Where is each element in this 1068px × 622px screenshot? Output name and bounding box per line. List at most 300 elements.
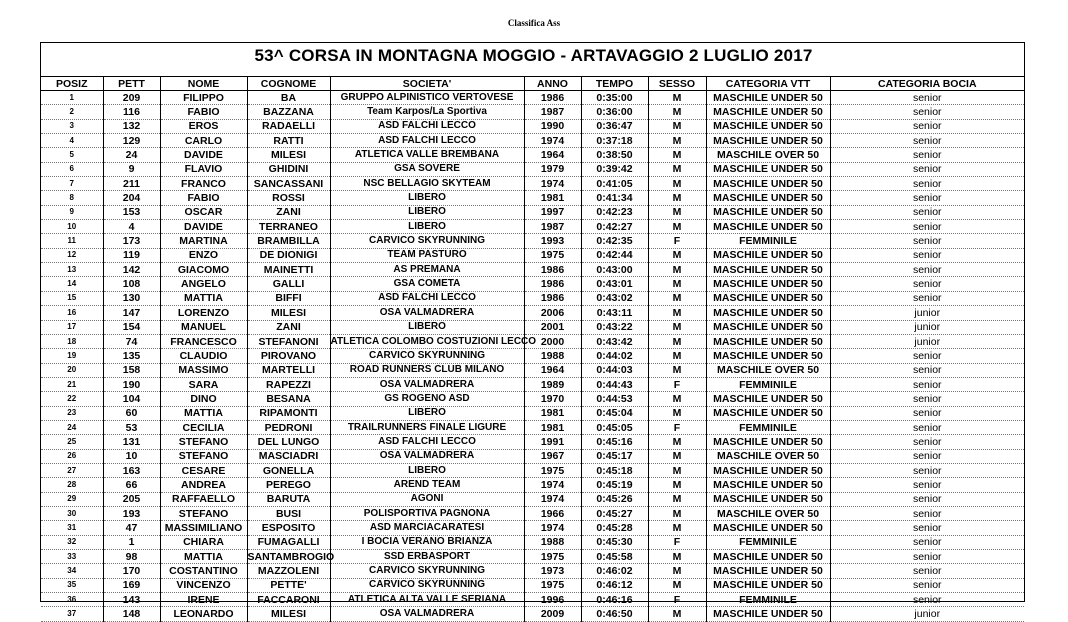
cell-nome: STEFANO xyxy=(160,506,247,520)
cell-cognome: GONELLA xyxy=(247,463,330,477)
cell-categoria-vtt: MASCHILE UNDER 50 xyxy=(706,277,830,291)
cell-posiz: 35 xyxy=(41,578,103,592)
cell-societa: ATLETICA VALLE BREMBANA xyxy=(330,148,524,162)
table-row xyxy=(41,105,1024,119)
table-row xyxy=(41,420,1024,434)
cell-nome: FABIO xyxy=(160,191,247,205)
cell-pett: 211 xyxy=(103,177,160,191)
cell-posiz: 28 xyxy=(41,478,103,492)
cell-categoria-vtt: MASCHILE UNDER 50 xyxy=(706,463,830,477)
cell-pett: 10 xyxy=(103,449,160,463)
table-row xyxy=(41,320,1024,334)
cell-posiz: 29 xyxy=(41,492,103,506)
cell-categoria-vtt: MASCHILE UNDER 50 xyxy=(706,248,830,262)
cell-societa: LIBERO xyxy=(330,220,524,234)
cell-categoria-bocia: senior xyxy=(830,392,1024,406)
table-row xyxy=(41,306,1024,320)
cell-categoria-vtt: FEMMINILE xyxy=(706,234,830,248)
column-header-categoria-bocia: CATEGORIA BOCIA xyxy=(830,77,1024,91)
cell-tempo: 0:45:28 xyxy=(581,521,648,535)
cell-pett: 193 xyxy=(103,506,160,520)
table-row xyxy=(41,492,1024,506)
cell-nome: MATTIA xyxy=(160,291,247,305)
cell-cognome: SANCASSANI xyxy=(247,177,330,191)
cell-anno: 1997 xyxy=(524,205,581,219)
cell-sesso: F xyxy=(648,420,706,434)
cell-nome: ANGELO xyxy=(160,277,247,291)
cell-anno: 1981 xyxy=(524,420,581,434)
cell-anno: 1986 xyxy=(524,91,581,105)
cell-posiz: 24 xyxy=(41,420,103,434)
cell-sesso: M xyxy=(648,220,706,234)
cell-sesso: M xyxy=(648,191,706,205)
cell-cognome: PETTE' xyxy=(247,578,330,592)
cell-societa: POLISPORTIVA PAGNONA xyxy=(330,506,524,520)
cell-societa: GRUPPO ALPINISTICO VERTOVESE xyxy=(330,91,524,105)
cell-anno: 1975 xyxy=(524,550,581,564)
cell-pett: 158 xyxy=(103,363,160,377)
cell-categoria-vtt: MASCHILE UNDER 50 xyxy=(706,134,830,148)
cell-tempo: 0:44:43 xyxy=(581,377,648,391)
cell-sesso: M xyxy=(648,578,706,592)
cell-categoria-bocia: senior xyxy=(830,91,1024,105)
cell-cognome: DE DIONIGI xyxy=(247,248,330,262)
table-row xyxy=(41,550,1024,564)
cell-nome: GIACOMO xyxy=(160,263,247,277)
cell-posiz: 25 xyxy=(41,435,103,449)
cell-cognome: PEDRONI xyxy=(247,420,330,434)
cell-nome: FLAVIO xyxy=(160,162,247,176)
cell-pett: 205 xyxy=(103,492,160,506)
cell-sesso: M xyxy=(648,521,706,535)
cell-cognome: BA xyxy=(247,91,330,105)
cell-pett: 143 xyxy=(103,593,160,607)
cell-cognome: GHIDINI xyxy=(247,162,330,176)
table-row xyxy=(41,91,1024,105)
cell-nome: DAVIDE xyxy=(160,220,247,234)
cell-anno: 1988 xyxy=(524,535,581,549)
cell-societa: ATLETICA ALTA VALLE SERIANA xyxy=(330,593,524,607)
cell-anno: 1975 xyxy=(524,578,581,592)
cell-anno: 1970 xyxy=(524,392,581,406)
cell-pett: 147 xyxy=(103,306,160,320)
cell-categoria-bocia: senior xyxy=(830,248,1024,262)
cell-categoria-vtt: MASCHILE UNDER 50 xyxy=(706,607,830,621)
cell-posiz: 8 xyxy=(41,191,103,205)
cell-societa: OSA VALMADRERA xyxy=(330,449,524,463)
cell-anno: 2006 xyxy=(524,306,581,320)
cell-posiz: 26 xyxy=(41,449,103,463)
cell-categoria-bocia: senior xyxy=(830,162,1024,176)
cell-anno: 1973 xyxy=(524,564,581,578)
cell-nome: SARA xyxy=(160,377,247,391)
cell-cognome: BIFFI xyxy=(247,291,330,305)
cell-categoria-bocia: senior xyxy=(830,148,1024,162)
cell-pett: 98 xyxy=(103,550,160,564)
cell-categoria-bocia: senior xyxy=(830,291,1024,305)
cell-categoria-vtt: MASCHILE UNDER 50 xyxy=(706,220,830,234)
cell-societa: ASD FALCHI LECCO xyxy=(330,134,524,148)
cell-tempo: 0:42:23 xyxy=(581,205,648,219)
cell-societa: ASD FALCHI LECCO xyxy=(330,435,524,449)
cell-tempo: 0:42:35 xyxy=(581,234,648,248)
cell-cognome: BRAMBILLA xyxy=(247,234,330,248)
table-row xyxy=(41,220,1024,234)
cell-nome: DAVIDE xyxy=(160,148,247,162)
cell-anno: 1991 xyxy=(524,435,581,449)
cell-pett: 148 xyxy=(103,607,160,621)
cell-pett: 74 xyxy=(103,334,160,348)
cell-categoria-vtt: MASCHILE OVER 50 xyxy=(706,363,830,377)
cell-cognome: MASCIADRI xyxy=(247,449,330,463)
cell-tempo: 0:35:00 xyxy=(581,91,648,105)
cell-tempo: 0:38:50 xyxy=(581,148,648,162)
table-row xyxy=(41,263,1024,277)
table-row xyxy=(41,607,1024,621)
table-row xyxy=(41,435,1024,449)
cell-sesso: F xyxy=(648,234,706,248)
cell-cognome: TERRANEO xyxy=(247,220,330,234)
cell-cognome: ROSSI xyxy=(247,191,330,205)
cell-anno: 1967 xyxy=(524,449,581,463)
table-row xyxy=(41,521,1024,535)
cell-sesso: M xyxy=(648,105,706,119)
cell-cognome: PEREGO xyxy=(247,478,330,492)
cell-tempo: 0:43:11 xyxy=(581,306,648,320)
table-row xyxy=(41,134,1024,148)
cell-anno: 1964 xyxy=(524,148,581,162)
cell-sesso: M xyxy=(648,506,706,520)
cell-categoria-bocia: junior xyxy=(830,306,1024,320)
cell-categoria-vtt: FEMMINILE xyxy=(706,593,830,607)
cell-cognome: BARUTA xyxy=(247,492,330,506)
cell-sesso: F xyxy=(648,593,706,607)
cell-categoria-vtt: MASCHILE UNDER 50 xyxy=(706,334,830,348)
cell-categoria-bocia: senior xyxy=(830,377,1024,391)
cell-sesso: M xyxy=(648,148,706,162)
cell-categoria-vtt: MASCHILE UNDER 50 xyxy=(706,105,830,119)
cell-sesso: M xyxy=(648,363,706,377)
results-body xyxy=(41,91,1024,622)
cell-categoria-vtt: MASCHILE UNDER 50 xyxy=(706,478,830,492)
cell-anno: 1993 xyxy=(524,234,581,248)
table-row xyxy=(41,478,1024,492)
cell-pett: 131 xyxy=(103,435,160,449)
table-row xyxy=(41,119,1024,133)
cell-tempo: 0:46:12 xyxy=(581,578,648,592)
cell-categoria-bocia: senior xyxy=(830,177,1024,191)
cell-posiz: 12 xyxy=(41,248,103,262)
cell-categoria-bocia: senior xyxy=(830,463,1024,477)
cell-tempo: 0:36:00 xyxy=(581,105,648,119)
cell-nome: MASSIMILIANO xyxy=(160,521,247,535)
cell-categoria-bocia: senior xyxy=(830,263,1024,277)
document-header: Classifica Ass xyxy=(507,18,561,28)
cell-tempo: 0:42:44 xyxy=(581,248,648,262)
cell-cognome: MILESI xyxy=(247,306,330,320)
cell-nome: CHIARA xyxy=(160,535,247,549)
cell-posiz: 18 xyxy=(41,334,103,348)
cell-sesso: M xyxy=(648,463,706,477)
cell-sesso: M xyxy=(648,564,706,578)
cell-nome: OSCAR xyxy=(160,205,247,219)
cell-anno: 1974 xyxy=(524,492,581,506)
cell-societa: OSA VALMADRERA xyxy=(330,306,524,320)
cell-posiz: 10 xyxy=(41,220,103,234)
cell-posiz: 15 xyxy=(41,291,103,305)
cell-nome: CARLO xyxy=(160,134,247,148)
cell-anno: 2009 xyxy=(524,607,581,621)
table-row xyxy=(41,191,1024,205)
cell-cognome: ESPOSITO xyxy=(247,521,330,535)
cell-societa: I BOCIA VERANO BRIANZA xyxy=(330,535,524,549)
cell-cognome: RIPAMONTI xyxy=(247,406,330,420)
cell-categoria-vtt: MASCHILE UNDER 50 xyxy=(706,492,830,506)
cell-societa: LIBERO xyxy=(330,320,524,334)
cell-posiz: 22 xyxy=(41,392,103,406)
cell-cognome: PIROVANO xyxy=(247,349,330,363)
cell-societa: CARVICO SKYRUNNING xyxy=(330,234,524,248)
cell-anno: 1975 xyxy=(524,248,581,262)
cell-anno: 1989 xyxy=(524,377,581,391)
cell-pett: 153 xyxy=(103,205,160,219)
cell-posiz: 34 xyxy=(41,564,103,578)
cell-tempo: 0:41:34 xyxy=(581,191,648,205)
cell-tempo: 0:45:18 xyxy=(581,463,648,477)
cell-tempo: 0:43:00 xyxy=(581,263,648,277)
cell-anno: 1987 xyxy=(524,220,581,234)
table-row xyxy=(41,593,1024,607)
table-row xyxy=(41,334,1024,348)
cell-cognome: ZANI xyxy=(247,205,330,219)
cell-sesso: M xyxy=(648,205,706,219)
cell-pett: 169 xyxy=(103,578,160,592)
cell-posiz: 3 xyxy=(41,119,103,133)
cell-tempo: 0:45:30 xyxy=(581,535,648,549)
cell-nome: RAFFAELLO xyxy=(160,492,247,506)
cell-pett: 1 xyxy=(103,535,160,549)
cell-nome: MANUEL xyxy=(160,320,247,334)
cell-posiz: 14 xyxy=(41,277,103,291)
column-header-societa: SOCIETA' xyxy=(330,77,524,91)
cell-tempo: 0:45:26 xyxy=(581,492,648,506)
cell-nome: DINO xyxy=(160,392,247,406)
cell-sesso: M xyxy=(648,550,706,564)
cell-cognome: STEFANONI xyxy=(247,334,330,348)
cell-posiz: 33 xyxy=(41,550,103,564)
cell-posiz: 1 xyxy=(41,91,103,105)
cell-anno: 1988 xyxy=(524,349,581,363)
cell-posiz: 13 xyxy=(41,263,103,277)
cell-categoria-vtt: FEMMINILE xyxy=(706,377,830,391)
column-header-anno: ANNO xyxy=(524,77,581,91)
cell-nome: MATTIA xyxy=(160,406,247,420)
cell-sesso: M xyxy=(648,91,706,105)
cell-posiz: 11 xyxy=(41,234,103,248)
table-row xyxy=(41,205,1024,219)
cell-tempo: 0:44:53 xyxy=(581,392,648,406)
cell-categoria-bocia: senior xyxy=(830,550,1024,564)
cell-anno: 1986 xyxy=(524,291,581,305)
cell-categoria-vtt: MASCHILE OVER 50 xyxy=(706,506,830,520)
cell-societa: CARVICO SKYRUNNING xyxy=(330,349,524,363)
cell-tempo: 0:43:02 xyxy=(581,291,648,305)
cell-nome: FRANCESCO xyxy=(160,334,247,348)
cell-pett: 119 xyxy=(103,248,160,262)
cell-pett: 190 xyxy=(103,377,160,391)
cell-cognome: MAINETTI xyxy=(247,263,330,277)
cell-societa: CARVICO SKYRUNNING xyxy=(330,564,524,578)
cell-tempo: 0:46:02 xyxy=(581,564,648,578)
table-row xyxy=(41,363,1024,377)
cell-anno: 1987 xyxy=(524,105,581,119)
table-row xyxy=(41,392,1024,406)
table-row xyxy=(41,506,1024,520)
column-header-cognome: COGNOME xyxy=(247,77,330,91)
cell-anno: 1981 xyxy=(524,191,581,205)
cell-sesso: M xyxy=(648,435,706,449)
cell-anno: 1974 xyxy=(524,134,581,148)
cell-tempo: 0:44:02 xyxy=(581,349,648,363)
cell-cognome: MILESI xyxy=(247,607,330,621)
cell-sesso: M xyxy=(648,306,706,320)
cell-anno: 1986 xyxy=(524,263,581,277)
cell-tempo: 0:45:17 xyxy=(581,449,648,463)
table-row xyxy=(41,463,1024,477)
cell-nome: CLAUDIO xyxy=(160,349,247,363)
cell-tempo: 0:46:16 xyxy=(581,593,648,607)
cell-cognome: MARTELLI xyxy=(247,363,330,377)
cell-sesso: M xyxy=(648,177,706,191)
results-sheet xyxy=(40,42,1025,621)
cell-societa: CARVICO SKYRUNNING xyxy=(330,578,524,592)
cell-sesso: M xyxy=(648,392,706,406)
table-row xyxy=(41,377,1024,391)
cell-categoria-vtt: MASCHILE UNDER 50 xyxy=(706,291,830,305)
cell-posiz: 19 xyxy=(41,349,103,363)
cell-nome: EROS xyxy=(160,119,247,133)
cell-categoria-vtt: FEMMINILE xyxy=(706,535,830,549)
cell-nome: FRANCO xyxy=(160,177,247,191)
cell-categoria-bocia: senior xyxy=(830,521,1024,535)
cell-categoria-bocia: senior xyxy=(830,492,1024,506)
cell-tempo: 0:36:47 xyxy=(581,119,648,133)
cell-pett: 132 xyxy=(103,119,160,133)
cell-pett: 170 xyxy=(103,564,160,578)
cell-tempo: 0:45:05 xyxy=(581,420,648,434)
cell-sesso: M xyxy=(648,277,706,291)
column-header-nome: NOME xyxy=(160,77,247,91)
cell-posiz: 37 xyxy=(41,607,103,621)
table-row xyxy=(41,449,1024,463)
cell-tempo: 0:45:19 xyxy=(581,478,648,492)
cell-tempo: 0:45:04 xyxy=(581,406,648,420)
cell-cognome: FACCARONI xyxy=(247,593,330,607)
cell-societa: OSA VALMADRERA xyxy=(330,377,524,391)
cell-cognome: MILESI xyxy=(247,148,330,162)
cell-nome: COSTANTINO xyxy=(160,564,247,578)
table-row xyxy=(41,234,1024,248)
cell-pett: 135 xyxy=(103,349,160,363)
cell-nome: VINCENZO xyxy=(160,578,247,592)
cell-categoria-bocia: senior xyxy=(830,220,1024,234)
column-header-categoria-vtt: CATEGORIA VTT xyxy=(706,77,830,91)
cell-anno: 1990 xyxy=(524,119,581,133)
cell-pett: 130 xyxy=(103,291,160,305)
cell-nome: FILIPPO xyxy=(160,91,247,105)
cell-posiz: 27 xyxy=(41,463,103,477)
cell-sesso: F xyxy=(648,535,706,549)
cell-sesso: M xyxy=(648,162,706,176)
cell-cognome: MAZZOLENI xyxy=(247,564,330,578)
cell-pett: 47 xyxy=(103,521,160,535)
cell-categoria-vtt: MASCHILE UNDER 50 xyxy=(706,435,830,449)
cell-anno: 1981 xyxy=(524,406,581,420)
cell-societa: TEAM PASTURO xyxy=(330,248,524,262)
cell-tempo: 0:43:22 xyxy=(581,320,648,334)
cell-posiz: 20 xyxy=(41,363,103,377)
cell-nome: CECILIA xyxy=(160,420,247,434)
column-header-posiz: POSIZ xyxy=(41,77,103,91)
cell-societa: GSA COMETA xyxy=(330,277,524,291)
cell-pett: 204 xyxy=(103,191,160,205)
cell-anno: 1975 xyxy=(524,463,581,477)
cell-societa: AREND TEAM xyxy=(330,478,524,492)
table-row xyxy=(41,349,1024,363)
cell-anno: 2001 xyxy=(524,320,581,334)
cell-tempo: 0:45:16 xyxy=(581,435,648,449)
cell-categoria-bocia: senior xyxy=(830,363,1024,377)
cell-nome: MASSIMO xyxy=(160,363,247,377)
cell-categoria-vtt: MASCHILE UNDER 50 xyxy=(706,349,830,363)
cell-pett: 142 xyxy=(103,263,160,277)
cell-sesso: M xyxy=(648,449,706,463)
cell-nome: MARTINA xyxy=(160,234,247,248)
cell-categoria-bocia: senior xyxy=(830,449,1024,463)
cell-categoria-vtt: MASCHILE UNDER 50 xyxy=(706,119,830,133)
cell-categoria-bocia: senior xyxy=(830,277,1024,291)
cell-posiz: 17 xyxy=(41,320,103,334)
table-row xyxy=(41,564,1024,578)
cell-categoria-bocia: senior xyxy=(830,420,1024,434)
cell-categoria-bocia: senior xyxy=(830,435,1024,449)
cell-cognome: BAZZANA xyxy=(247,105,330,119)
cell-categoria-bocia: senior xyxy=(830,105,1024,119)
cell-cognome: GALLI xyxy=(247,277,330,291)
cell-categoria-bocia: senior xyxy=(830,406,1024,420)
cell-cognome: DEL LUNGO xyxy=(247,435,330,449)
cell-tempo: 0:43:42 xyxy=(581,334,648,348)
cell-tempo: 0:37:18 xyxy=(581,134,648,148)
cell-tempo: 0:44:03 xyxy=(581,363,648,377)
cell-pett: 116 xyxy=(103,105,160,119)
cell-tempo: 0:45:27 xyxy=(581,506,648,520)
cell-categoria-bocia: senior xyxy=(830,234,1024,248)
cell-sesso: M xyxy=(648,406,706,420)
cell-posiz: 23 xyxy=(41,406,103,420)
cell-categoria-vtt: MASCHILE UNDER 50 xyxy=(706,550,830,564)
table-row xyxy=(41,177,1024,191)
cell-categoria-vtt: MASCHILE UNDER 50 xyxy=(706,91,830,105)
cell-pett: 173 xyxy=(103,234,160,248)
cell-anno: 1964 xyxy=(524,363,581,377)
cell-anno: 2000 xyxy=(524,334,581,348)
cell-pett: 24 xyxy=(103,148,160,162)
cell-pett: 66 xyxy=(103,478,160,492)
table-row xyxy=(41,162,1024,176)
cell-categoria-vtt: MASCHILE UNDER 50 xyxy=(706,191,830,205)
cell-categoria-vtt: MASCHILE UNDER 50 xyxy=(706,564,830,578)
